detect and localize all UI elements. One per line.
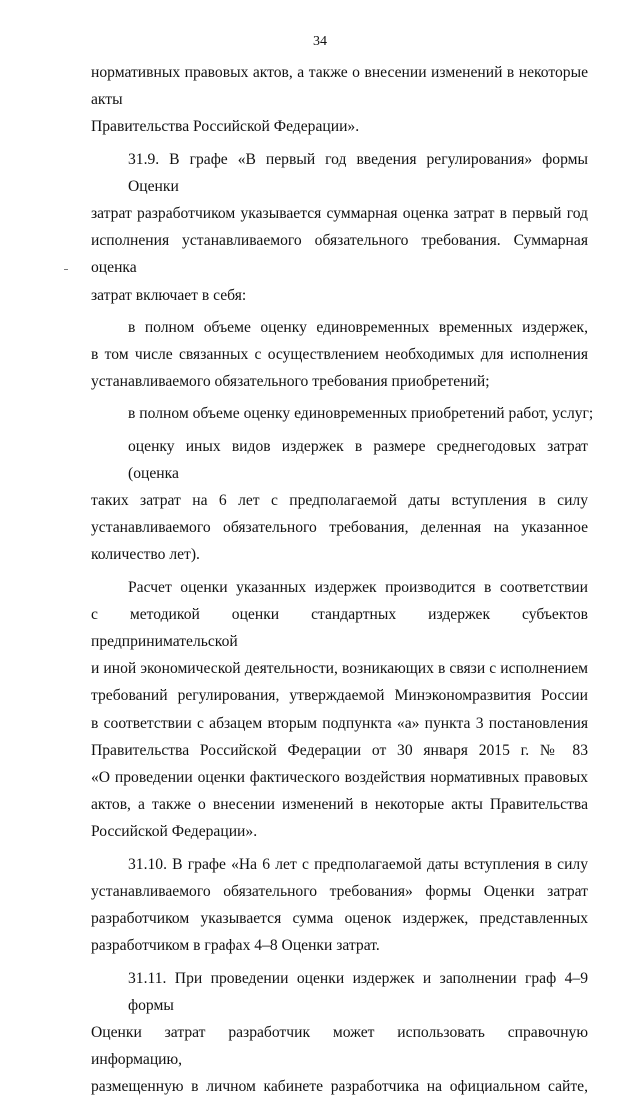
text-line: в том числе связанных с осуществлением необходимых для исполнения xyxy=(91,346,588,364)
text-line: устанавливаемого обязательного требования, деленная на указанное xyxy=(91,519,588,537)
text-line: в соответствии с абзацем вторым подпункта «а» пункта 3 постановления xyxy=(91,714,588,732)
text-line: Правительства Российской Федерации от 30 января 2015 г. № 83 xyxy=(91,741,588,759)
paragraph-calculation xyxy=(91,574,588,846)
text-line: и иной экономической деятельности, возникающих в связи с исполнением xyxy=(91,660,588,678)
paragraph-item-2 xyxy=(91,400,594,427)
text-line: нормативных правовых актов, а также о внесении изменений в некоторые акты xyxy=(91,64,588,109)
text-line: с методикой оценки стандартных издержек субъектов предпринимательской xyxy=(91,605,588,651)
document-body xyxy=(91,59,594,1101)
paragraph-item-3 xyxy=(91,433,588,569)
text-line: Расчет оценки указанных издержек производится в соответствии xyxy=(128,578,588,596)
text-line: 31.11. При проведении оценки издержек и заполнении граф 4–9 формы xyxy=(128,969,588,1014)
paragraph-continuation xyxy=(91,59,588,141)
text-line: устанавливаемого обязательного требования приобретений; xyxy=(91,373,490,391)
text-line: в полном объеме оценку единовременных приобретений работ, услуг; xyxy=(128,405,594,423)
text-line: Российской Федерации». xyxy=(91,823,258,841)
text-line: требований регулирования, утверждаемой Минэкономразвития России xyxy=(91,687,588,705)
paragraph-item-1 xyxy=(91,314,588,396)
text-line: размещенную в личном кабинете разработчика на официальном сайте, xyxy=(91,1078,588,1096)
text-line: 31.10. В графе «На 6 лет с предполагаемой даты вступления в силу xyxy=(128,855,588,873)
text-line: оценку иных видов издержек в размере среднегодовых затрат (оценка xyxy=(128,437,588,482)
page-number: 34 xyxy=(313,34,327,49)
paragraph-31-10 xyxy=(91,851,588,960)
text-line: исполнения устанавливаемого обязательного требования. Суммарная оценка xyxy=(91,232,588,277)
text-line: количество лет). xyxy=(91,546,200,564)
text-line: устанавливаемого обязательного требования» формы Оценки затрат xyxy=(91,882,588,900)
text-line: разработчиком указывается сумма оценок издержек, представленных xyxy=(91,910,588,928)
paragraph-31-9 xyxy=(91,146,588,309)
text-line: актов, а также о внесении изменений в некоторые акты Правительства xyxy=(91,796,588,814)
text-line: Правительства Российской Федерации». xyxy=(91,118,360,136)
margin-mark xyxy=(64,269,68,270)
text-line: Оценки затрат разработчик может использовать справочную информацию, xyxy=(91,1023,588,1069)
text-line: 31.9. В графе «В первый год введения регулирования» формы Оценки xyxy=(128,150,588,195)
text-line: разработчиком в графах 4–8 Оценки затрат. xyxy=(91,937,380,955)
text-line: «О проведении оценки фактического воздействия нормативных правовых xyxy=(91,769,588,787)
text-line: в полном объеме оценку единовременных временных издержек, xyxy=(128,318,588,336)
text-line: затрат разработчиком указывается суммарная оценка затрат в первый год xyxy=(91,205,588,223)
text-line: затрат включает в себя: xyxy=(91,286,247,304)
text-line: таких затрат на 6 лет с предполагаемой даты вступления в силу xyxy=(91,492,588,510)
paragraph-31-11 xyxy=(91,965,588,1101)
